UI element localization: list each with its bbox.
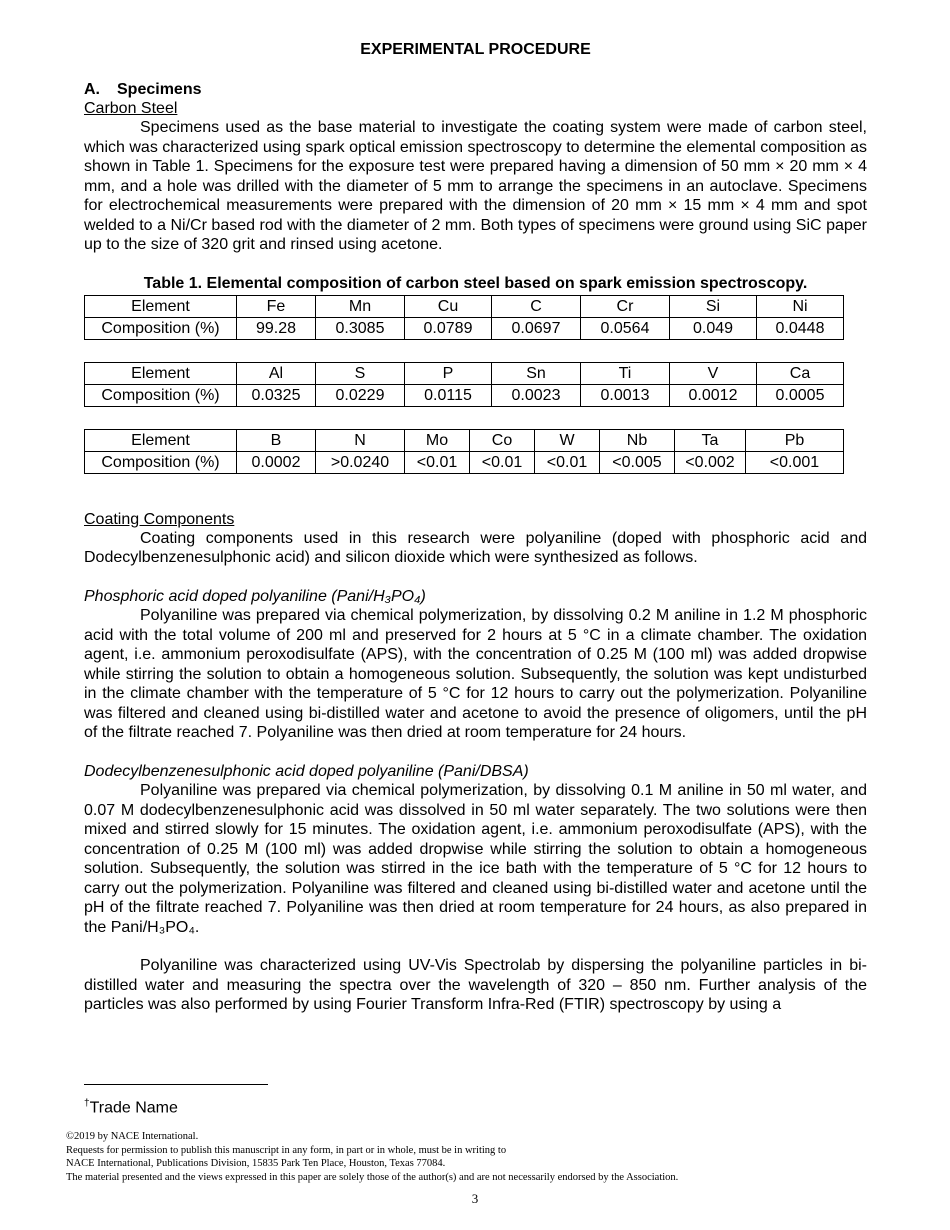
value-cell: <0.005 [600, 451, 675, 473]
element-cell: Si [670, 295, 757, 317]
footnote [84, 1098, 178, 1117]
table-row [85, 362, 844, 384]
element-cell: Pb [746, 429, 844, 451]
value-cell: 0.0448 [757, 317, 844, 339]
value-cell: <0.001 [746, 451, 844, 473]
value-cell: <0.01 [535, 451, 600, 473]
table-caption: Table 1. Elemental composition of carbon steel based on spark emission spectroscopy. [143, 274, 808, 292]
element-cell: Ni [757, 295, 844, 317]
table-row [85, 317, 844, 339]
element-cell: S [316, 362, 405, 384]
table-row [85, 451, 844, 473]
subsection-coating-components: Coating Components [84, 510, 235, 528]
element-cell: Mn [316, 295, 405, 317]
value-cell: 0.0005 [757, 384, 844, 406]
element-cell: Co [470, 429, 535, 451]
subsection-pani-h3po4: Phosphoric acid doped polyaniline (Pani/H₃PO₄) [84, 587, 426, 605]
carbon-steel-paragraph: Specimens used as the base material to investigate the coating system were made of carbon steel, which was characterized using spark optical emission spectroscopy to determine the elemental composition as shown in Table 1. Specimens for the exposure test were prepared having a dimension of 50 mm × 20 mm × 4 mm, and a hole was drilled with the diameter of 5 mm to arrange the specimens in an autoclave. Specimens for electrochemical measurements were prepared with the dimension of 20 mm × 15 mm × 4 mm and spot welded to a Ni/Cr based rod with the diameter of 2 mm. Both types of specimens were ground using SiC paper up to the size of 320 grit and rinsed using acetone. [84, 119, 867, 253]
element-cell: Fe [237, 295, 316, 317]
element-cell: Mo [405, 429, 470, 451]
value-cell: 0.0023 [492, 384, 581, 406]
row-label: Element [85, 362, 237, 384]
value-cell: 0.049 [670, 317, 757, 339]
footnote-divider [84, 1084, 268, 1085]
element-cell: Ti [581, 362, 670, 384]
value-cell: 0.0564 [581, 317, 670, 339]
element-cell: Ca [757, 362, 844, 384]
page-body [84, 40, 867, 1015]
value-cell: 0.0325 [237, 384, 316, 406]
page-number: 3 [471, 1191, 479, 1206]
value-cell: 0.3085 [316, 317, 405, 339]
section-a-heading [84, 80, 867, 99]
element-cell: Cu [405, 295, 492, 317]
table-row [85, 429, 844, 451]
value-cell: >0.0240 [316, 451, 405, 473]
composition-table-3 [84, 429, 844, 474]
value-cell: 0.0002 [237, 451, 316, 473]
element-cell: N [316, 429, 405, 451]
row-label: Element [85, 295, 237, 317]
permission-line: Requests for permission to publish this manuscript in any form, in part or in whole, must be in writing to [66, 1144, 507, 1156]
element-cell: W [535, 429, 600, 451]
copyright-notice [66, 1130, 678, 1184]
section-title: Specimens [117, 81, 202, 98]
element-cell: B [237, 429, 316, 451]
row-label: Composition (%) [85, 317, 237, 339]
element-cell: Ta [675, 429, 746, 451]
disclaimer-line: The material presented and the views expressed in this paper are solely those of the author(s) and are not necessarily endorsed by the Association. [66, 1171, 679, 1183]
value-cell: 0.0013 [581, 384, 670, 406]
subsection-pani-dbsa: Dodecylbenzenesulphonic acid doped polyaniline (Pani/DBSA) [84, 762, 529, 780]
value-cell: 0.0789 [405, 317, 492, 339]
value-cell: 0.0229 [316, 384, 405, 406]
value-cell: 0.0697 [492, 317, 581, 339]
coating-paragraph: Coating components used in this research were polyaniline (doped with phosphoric acid and Dodecylbenzenesulphonic acid) and silicon dioxide which were synthesized as follows. [84, 529, 867, 566]
row-label: Element [85, 429, 237, 451]
element-cell: Cr [581, 295, 670, 317]
value-cell: <0.01 [470, 451, 535, 473]
page-title: EXPERIMENTAL PROCEDURE [360, 41, 591, 58]
value-cell: <0.002 [675, 451, 746, 473]
element-cell: Sn [492, 362, 581, 384]
row-label: Composition (%) [85, 451, 237, 473]
footnote-mark: † [84, 1098, 90, 1109]
value-cell: 0.0115 [405, 384, 492, 406]
composition-table-2 [84, 362, 844, 407]
subsection-carbon-steel: Carbon Steel [84, 100, 178, 117]
value-cell: 0.0012 [670, 384, 757, 406]
element-cell: V [670, 362, 757, 384]
element-cell: P [405, 362, 492, 384]
element-cell: C [492, 295, 581, 317]
value-cell: <0.01 [405, 451, 470, 473]
pani-dbsa-paragraph: Polyaniline was prepared via chemical polymerization, by dissolving 0.1 M aniline in 50 ml water, and 0.07 M dodecylbenzenesulphonic acid was dissolved in 50 ml water separately. The two solutions were then mixed and stirred slowly for 15 minutes. The oxidation agent, i.e. ammonium peroxodisulfate (APS), with the concentration of 0.25 M (100 ml) was added dropwise while stirring the solution to obtain a homogeneous solution. Subsequently, the solution was stirred in the ice bath with the temperature of 5 °C for 12 hours to carry out the polymerization. Polyaniline was filtered and cleaned using bi-distilled water and acetone until the pH of the filtrate reached 7. Polyaniline was then dried at room temperature for 24 hours, as also prepared in the Pani/H₃PO₄. [84, 782, 867, 936]
row-label: Composition (%) [85, 384, 237, 406]
address-line: NACE International, Publications Division, 15835 Park Ten Place, Houston, Texas 77084. [66, 1158, 446, 1169]
footnote-text: Trade Name [89, 1099, 178, 1117]
composition-table-1 [84, 295, 844, 340]
table-row [85, 295, 844, 317]
value-cell: 99.28 [237, 317, 316, 339]
element-cell: Al [237, 362, 316, 384]
table-row [85, 384, 844, 406]
pani-h3po4-paragraph: Polyaniline was prepared via chemical polymerization, by dissolving 0.2 M aniline in 1.2 M phosphoric acid with the total volume of 200 ml and preserved for 2 hours at 5 °C in a climate chamber. The oxidation agent, i.e. ammonium peroxodisulfate (APS), with the concentration of 0.25 M (100 ml) was added dropwise while stirring the solution to obtain a homogeneous solution. Subsequently, the solution was kept undisturbed in the climate chamber with the temperature of 5 °C for 12 hours to carry out the polymerization. Polyaniline was filtered and cleaned using bi-distilled water and acetone to avoid the presence of oligomers, until the pH of the filtrate reached 7. Polyaniline was then dried at room temperature for 24 hours. [84, 607, 867, 741]
element-cell: Nb [600, 429, 675, 451]
section-number: A. [84, 81, 100, 98]
uv-vis-paragraph: Polyaniline was characterized using UV-Vis Spectrolab by dispersing the polyaniline particles in bi-distilled water and measuring the spectra over the wavelength of 320 – 850 nm. Further analysis of the particles was also performed by using Fourier Transform Infra-Red (FTIR) spectroscopy by using a [84, 957, 867, 1013]
copyright-line: ©2019 by NACE International. [66, 1131, 199, 1142]
